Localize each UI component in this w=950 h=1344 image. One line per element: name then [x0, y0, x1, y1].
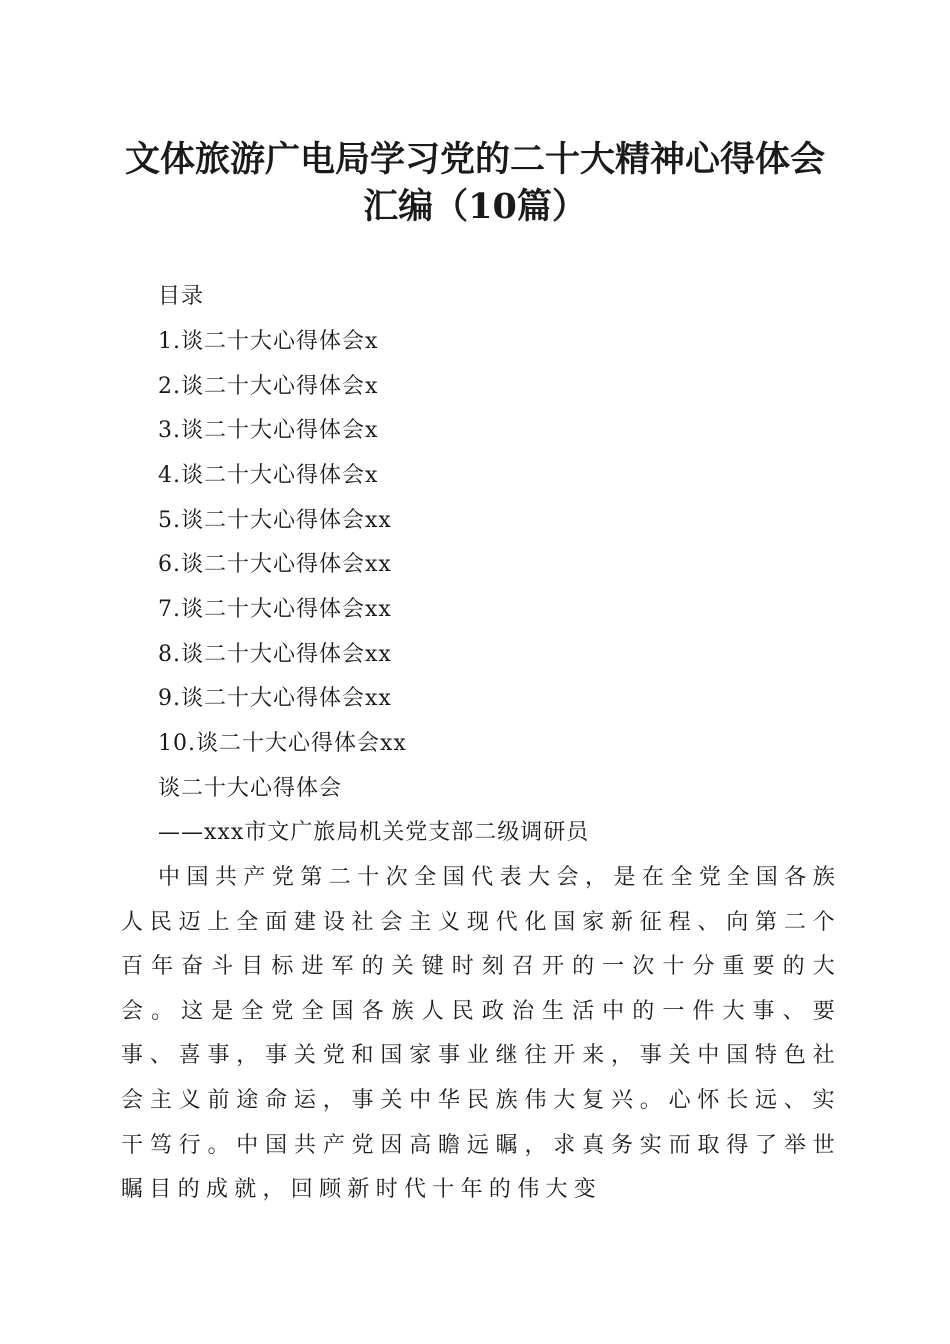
article-title: 谈二十大心得体会	[158, 776, 343, 801]
toc-item-9: 9.谈二十大心得体会xx	[158, 686, 392, 711]
document-title-line-1: 文体旅游广电局学习党的二十大精神心得体会	[124, 139, 825, 180]
toc-item-3: 3.谈二十大心得体会x	[158, 418, 379, 443]
toc-heading: 目录	[158, 284, 205, 309]
article-paragraph: 中国共产党第二十次全国代表大会，是在全党全国各族人民迈上全面建设社会主义现代化国家新征程、向第二个百年奋斗目标进军的关键时刻召开的一次十分重要的大会。这是全党全国各族人民政治生活中的一件大事、要事、喜事，事关党和国家事业继往开来，事关中国特色社会主义前途命运，事关中华民族伟大复兴。心怀长远、实干笃行。中国共产党因高瞻远瞩，求真务实而取得了举世瞩目的成就，回顾新时代十年的伟大变	[121, 865, 841, 1203]
article-author: ——xxx市文广旅局机关党支部二级调研员	[158, 820, 590, 845]
toc-item-1: 1.谈二十大心得体会x	[158, 329, 379, 354]
toc-item-8: 8.谈二十大心得体会xx	[158, 642, 392, 667]
toc-item-6: 6.谈二十大心得体会xx	[158, 552, 392, 577]
document-title-line-2: 汇编（10篇）	[363, 186, 587, 227]
toc-item-4: 4.谈二十大心得体会x	[158, 463, 379, 488]
toc-item-7: 7.谈二十大心得体会xx	[158, 597, 392, 622]
toc-item-2: 2.谈二十大心得体会x	[158, 374, 379, 399]
toc-item-5: 5.谈二十大心得体会xx	[158, 508, 392, 533]
toc-item-10: 10.谈二十大心得体会xx	[158, 731, 407, 756]
